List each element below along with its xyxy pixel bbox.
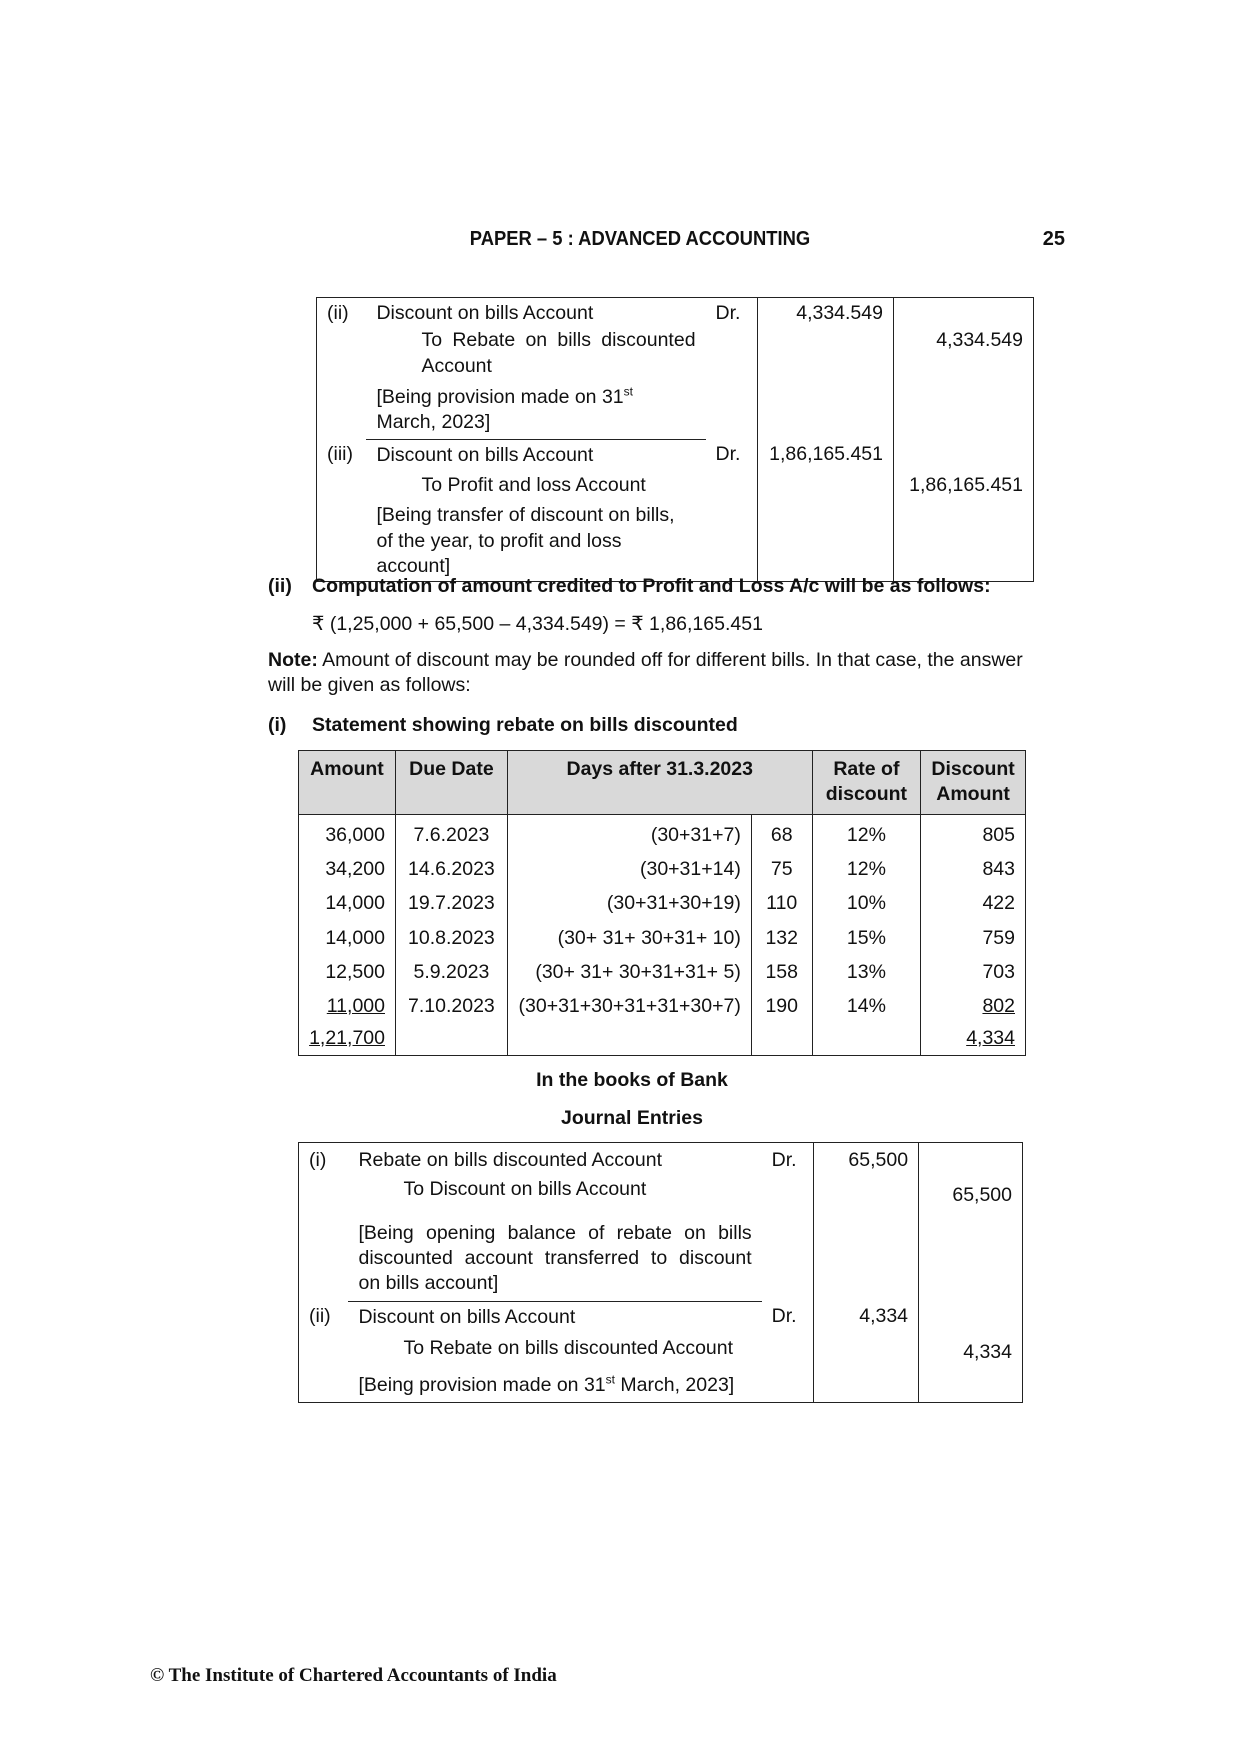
footer-copyright: © The Institute of Chartered Accountants of India [150,1665,557,1686]
entry-number: (i) [309,1149,327,1171]
table-row [317,380,1034,439]
row-due-date: 5.9.2023 [413,961,490,984]
row-due-date: 10.8.2023 [408,926,495,949]
total-discount: 4,334 [966,1026,1015,1049]
row-discount: 422 [982,892,1015,915]
row-discount: 843 [982,858,1015,881]
row-days-calculation: (30+31+30+31+31+30+7) [518,995,741,1018]
column-header: Discount Amount [921,751,1026,815]
column-header: Amount [299,751,396,815]
journal-table-2 [298,1142,1023,1403]
row-rate: 12% [846,858,886,881]
debit-account: Rebate on bills discounted Account [358,1149,663,1171]
credit-account: To Profit and loss Account [421,474,646,497]
row-days: 158 [765,961,798,984]
debit-account: Discount on bills Account [366,439,705,469]
row-due-date: 19.7.2023 [408,892,495,915]
table-row [299,1175,1023,1210]
row-discount: 703 [982,961,1015,984]
row-amount: 14,000 [325,892,385,915]
entry-number: (ii) [327,302,349,324]
column-header: Due Date [395,751,507,815]
dr-label: Dr. [715,443,741,466]
debit-amount: 65,500 [814,1143,919,1176]
dr-label: Dr. [715,302,741,324]
row-days-calculation: (30+ 31+ 30+31+31+ 5) [535,961,741,984]
books-heading: In the books of Bank [536,1069,728,1091]
dr-label: Dr. [771,1305,797,1328]
row-days-calculation: (30+31+14) [639,858,741,881]
row-days: 190 [765,995,798,1018]
narration: [Being provision made on 31st March, 2023] [376,384,633,434]
credit-account: To Discount on bills Account [403,1178,647,1201]
column-header: Rate of discount [812,751,921,815]
row-rate: 13% [846,961,886,984]
table-row [299,852,1026,886]
row-days: 132 [765,926,798,949]
entry-number: (ii) [309,1305,331,1328]
credit-amount: 4,334.549 [893,327,1033,380]
debit-account: Discount on bills Account [376,302,594,324]
table-row [299,1367,1023,1402]
table-row [299,989,1026,1023]
row-discount: 759 [982,926,1015,949]
narration: [Being provision made on 31st March, 2023] [358,1372,735,1397]
table-row [317,499,1034,582]
credit-account: To Rebate on bills discounted Account [403,1337,734,1360]
narration: [Being transfer of discount on bills, of the year, to profit and loss account] [376,504,675,578]
row-amount: 11,000 [326,995,385,1018]
statement-heading: (i) Statement showing rebate on bills discounted [268,714,738,736]
rebate-statement-table [298,750,1026,1056]
dr-label: Dr. [771,1149,797,1171]
page-number: 25 [1042,228,1065,250]
computation-formula: ₹ (1,25,000 + 65,500 – 4,334.549) = ₹ 1,86,165.451 [312,613,763,635]
row-days: 68 [770,823,793,846]
row-rate: 10% [846,892,886,915]
row-days-calculation: (30+31+30+19) [606,892,741,915]
table-row [299,1301,1023,1332]
row-days-calculation: (30+31+7) [650,823,741,846]
row-rate: 15% [846,926,886,949]
table-header-row [299,751,1026,815]
total-amount: 1,21,700 [309,1026,385,1049]
page-title: PAPER – 5 : ADVANCED ACCOUNTING [469,228,811,250]
row-days: 110 [766,892,798,915]
credit-account: To Rebate on bills discounted Account [421,329,696,377]
table-row [317,298,1034,328]
table-row [299,886,1026,920]
row-due-date: 7.6.2023 [413,823,490,846]
table-row [299,955,1026,989]
credit-amount: 4,334 [919,1332,1023,1367]
table-row [299,814,1026,852]
table-row [299,1143,1023,1176]
column-header: Days after 31.3.2023 [507,751,812,815]
row-amount: 14,000 [325,926,385,949]
row-days-calculation: (30+ 31+ 30+31+ 10) [557,926,741,949]
entry-number: (iii) [327,443,353,466]
row-discount: 805 [982,823,1015,846]
row-amount: 36,000 [325,823,385,846]
debit-amount: 4,334.549 [758,298,894,328]
table-row [317,439,1034,469]
row-rate: 12% [846,823,886,846]
row-discount: 802 [982,995,1015,1018]
row-due-date: 14.6.2023 [408,858,495,881]
table-row [317,469,1034,499]
row-due-date: 7.10.2023 [408,995,495,1018]
row-rate: 14% [846,995,886,1018]
narration: [Being opening balance of rebate on bills discounted account transferred to discount on bills account] [358,1221,752,1295]
note: Note: Amount of discount may be rounded off for different bills. In that case, the answer will be given as follows: [268,649,1023,697]
table-row [299,1211,1023,1302]
row-days: 75 [770,858,793,881]
table-row [299,921,1026,955]
journal-table-1 [316,297,1034,582]
debit-account: Discount on bills Account [348,1301,761,1332]
credit-amount: 1,86,165.451 [893,469,1033,499]
journal-entries-heading: Journal Entries [561,1107,703,1129]
row-amount: 12,500 [325,961,385,984]
credit-amount: 65,500 [919,1175,1023,1210]
table-row [317,327,1034,380]
table-total-row [299,1024,1026,1056]
computation-heading: (ii) Computation of amount credited to Profit and Loss A/c will be as follows: [268,575,991,597]
table-row [299,1332,1023,1367]
row-amount: 34,200 [325,858,385,881]
debit-amount: 1,86,165.451 [758,439,894,469]
debit-amount: 4,334 [814,1301,919,1332]
